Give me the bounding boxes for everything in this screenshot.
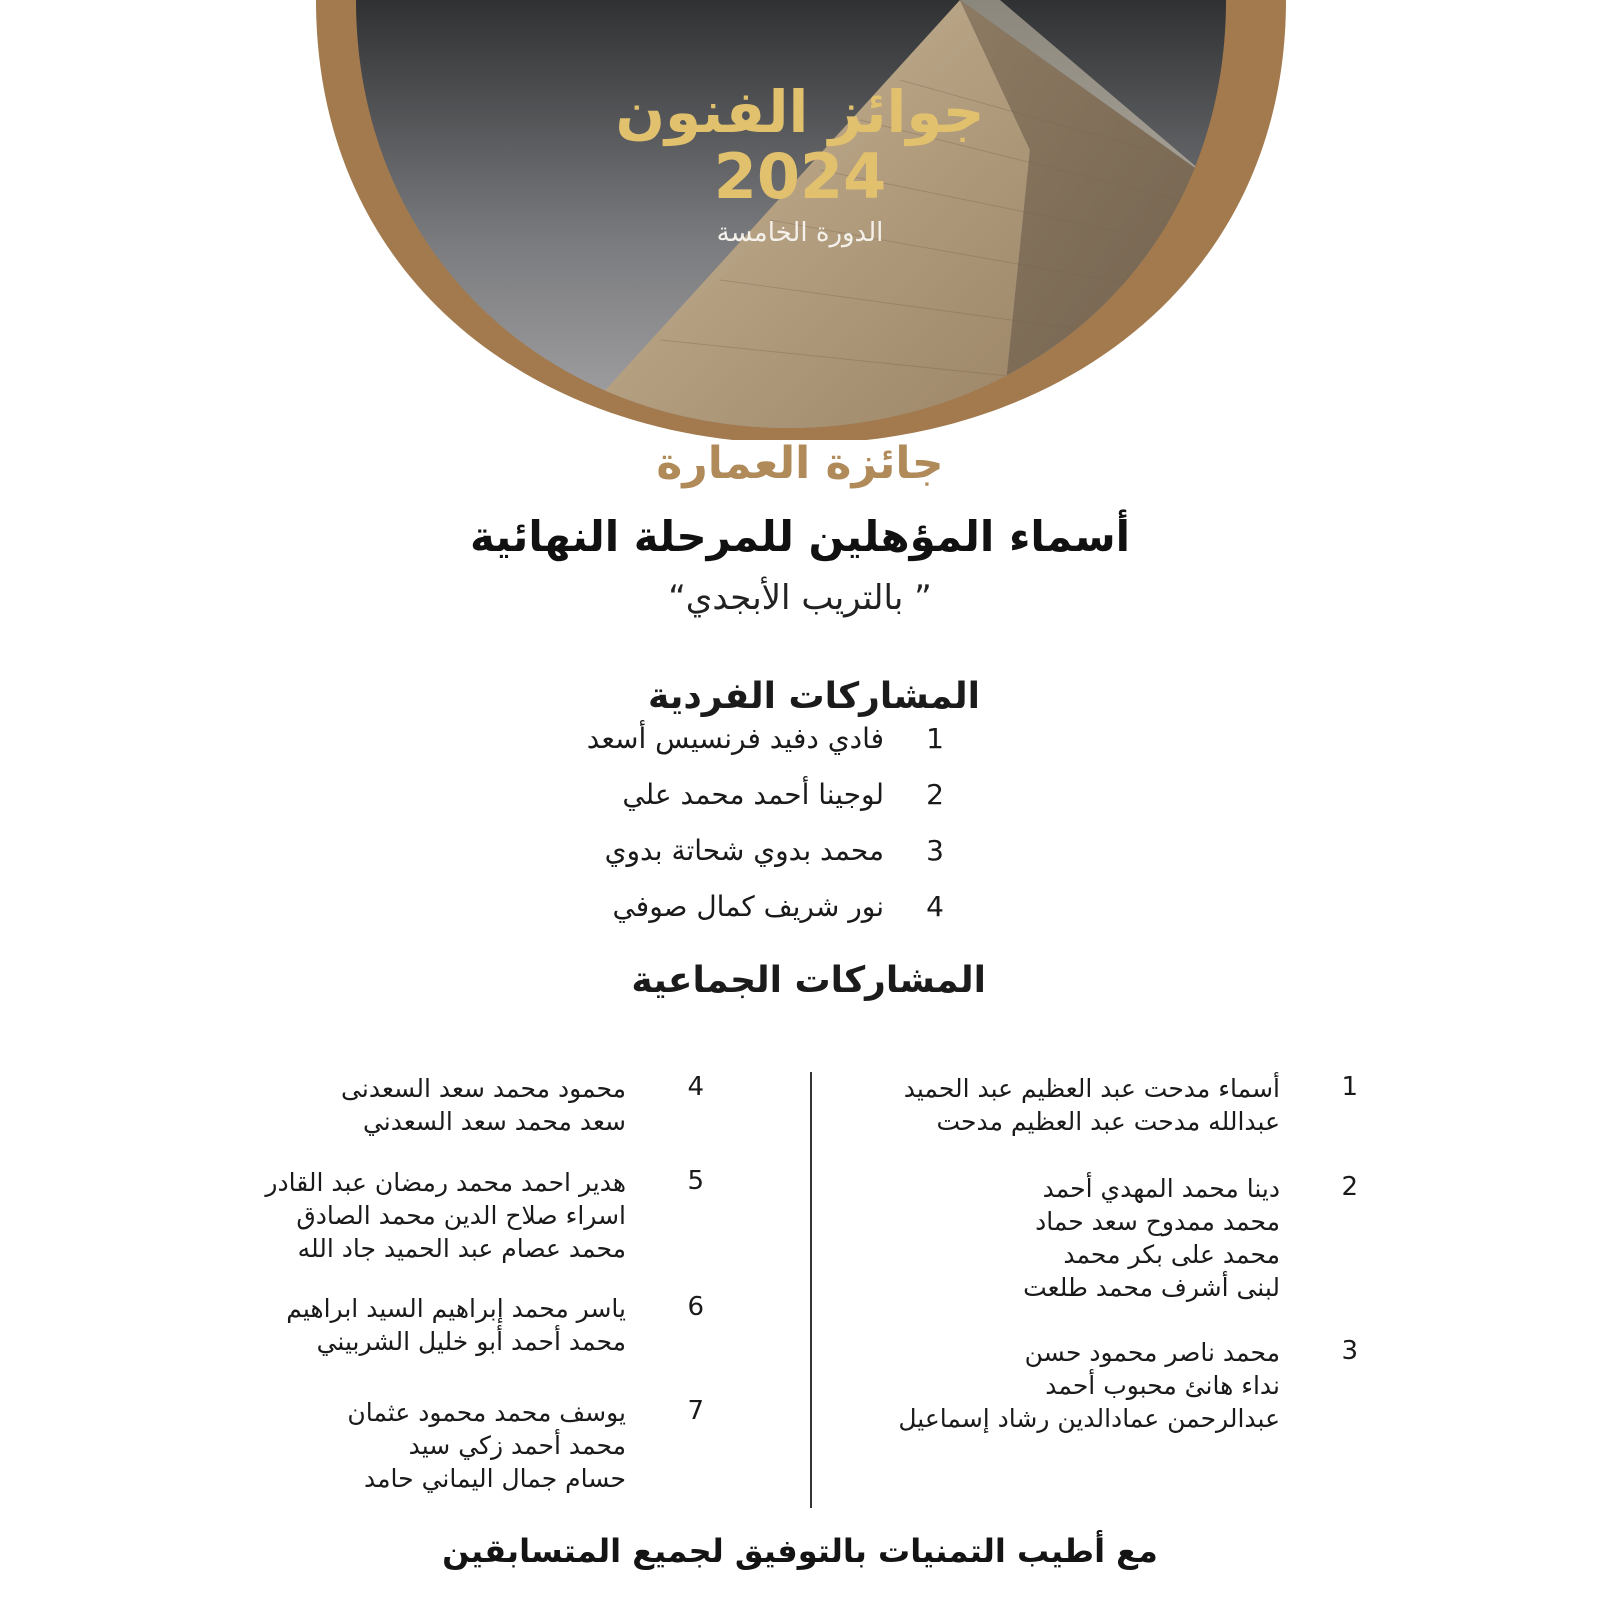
entry-number: 4: [687, 1072, 704, 1102]
member-name: لبنى أشرف محمد طلعت: [1023, 1273, 1280, 1302]
closing-message: مع أطيب التمنيات بالتوفيق لجميع المتسابقين: [442, 1532, 1158, 1570]
member-name: محمد على بكر محمد: [1063, 1240, 1280, 1269]
member-name: محمد ممدوح سعد حماد: [1035, 1207, 1280, 1236]
member-name: هدير احمد محمد رمضان عبد القادر: [265, 1168, 626, 1197]
entry-number: 1: [1341, 1072, 1358, 1102]
member-name: اسراء صلاح الدين محمد الصادق: [296, 1201, 626, 1230]
hero-title: جوائز الفنون: [615, 78, 985, 146]
hero-year: 2024: [713, 140, 887, 213]
list-item: [612, 890, 944, 930]
group-column-left: [184, 1072, 704, 1506]
member-name: حسام جمال اليماني حامد: [364, 1464, 626, 1493]
group-entry: [838, 1336, 1358, 1446]
entry-number: 6: [687, 1292, 704, 1322]
member-name: عبدالله مدحت عبد العظيم مدحت: [936, 1107, 1280, 1136]
individual-section-title: المشاركات الفردية: [647, 676, 980, 717]
group-column-right: [838, 1072, 1358, 1446]
entry-name: فادي دفيد فرنسيس أسعد: [586, 722, 884, 755]
column-divider: [810, 1072, 812, 1508]
entry-number: 1: [926, 722, 944, 755]
member-name: يوسف محمد محمود عثمان: [347, 1398, 626, 1427]
member-name: محمد أحمد أبو خليل الشربيني: [316, 1327, 626, 1356]
member-name: ياسر محمد إبراهيم السيد ابراهيم: [286, 1294, 626, 1323]
entry-number: 7: [687, 1396, 704, 1426]
page-subtitle: ” بالتريب الأبجدي“: [668, 578, 932, 618]
hero-edition: الدورة الخامسة: [716, 218, 884, 248]
member-name: عبدالرحمن عمادالدين رشاد إسماعيل: [898, 1404, 1280, 1433]
list-item: [622, 778, 944, 818]
page-title: أسماء المؤهلين للمرحلة النهائية: [469, 512, 1131, 561]
entry-number: 3: [1341, 1336, 1358, 1366]
member-name: دينا محمد المهدي أحمد: [1042, 1174, 1280, 1203]
group-entry: [838, 1172, 1358, 1336]
member-name: محمد أحمد زكي سيد: [408, 1431, 626, 1460]
member-name: محمد عصام عبد الحميد جاد الله: [297, 1234, 626, 1263]
entry-name: لوجينا أحمد محمد علي: [622, 778, 884, 811]
entry-number: 2: [926, 778, 944, 811]
member-name: نداء هانئ محبوب أحمد: [1045, 1371, 1280, 1400]
group-entry: [184, 1396, 704, 1506]
member-name: سعد محمد سعد السعدني: [362, 1107, 626, 1136]
entry-number: 2: [1341, 1172, 1358, 1202]
group-entry: [838, 1072, 1358, 1172]
group-entry: [184, 1292, 704, 1396]
group-entry: [184, 1072, 704, 1166]
member-name: محمود محمد سعد السعدنى: [341, 1074, 626, 1103]
entry-number: 3: [926, 834, 944, 867]
group-section-title: المشاركات الجماعية: [631, 960, 986, 1001]
entry-number: 5: [687, 1166, 704, 1196]
group-entry: [184, 1166, 704, 1292]
entry-number: 4: [926, 890, 944, 923]
entry-name: محمد بدوي شحاتة بدوي: [604, 834, 884, 867]
hero-banner: [0, 0, 1600, 440]
list-item: [605, 834, 944, 874]
member-name: أسماء مدحت عبد العظيم عبد الحميد: [903, 1074, 1280, 1103]
award-name: جائزة العمارة: [656, 438, 944, 489]
entry-name: نور شريف كمال صوفي: [612, 890, 884, 923]
list-item: [587, 722, 944, 762]
member-name: محمد ناصر محمود حسن: [1024, 1338, 1280, 1367]
